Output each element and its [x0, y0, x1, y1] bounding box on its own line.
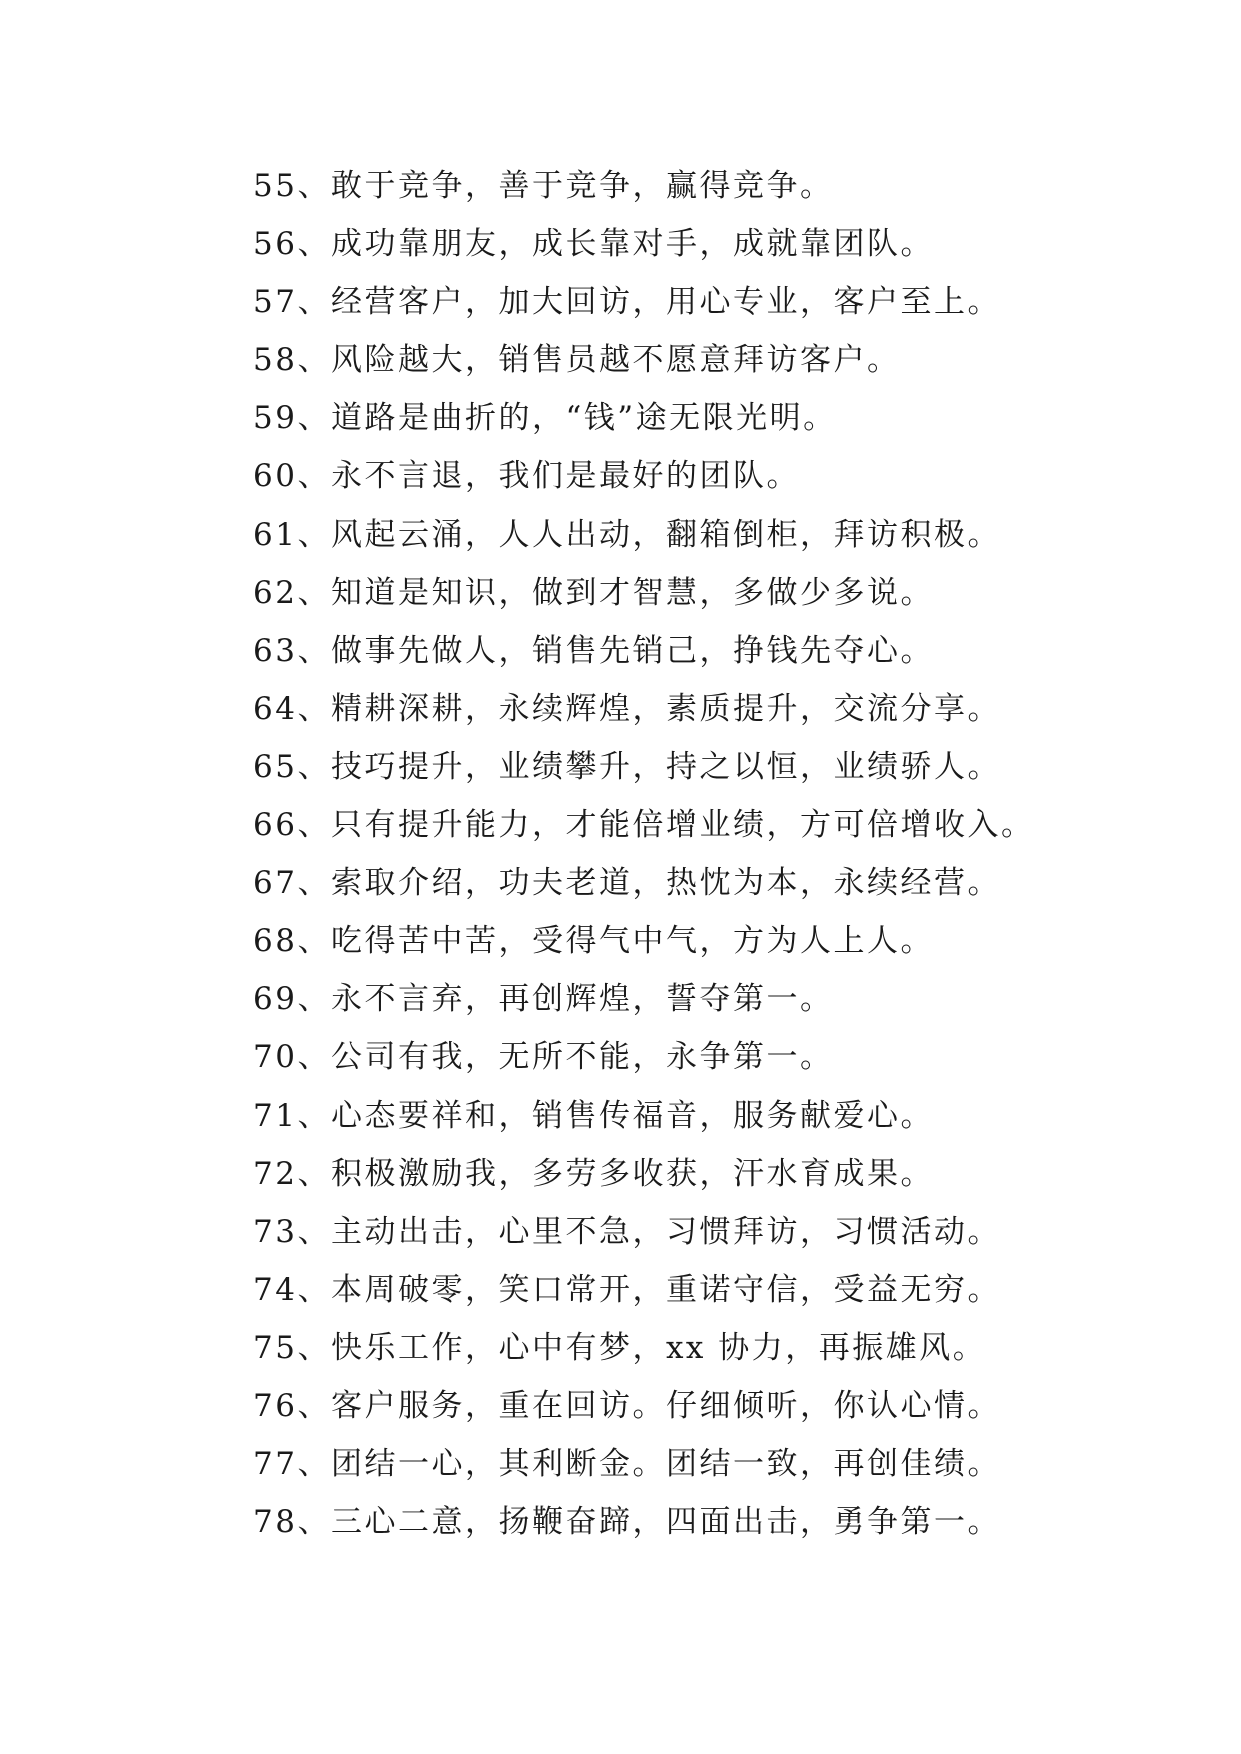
line-67: 67、索取介绍，功夫老道，热忱为本，永续经营。: [253, 865, 1001, 902]
line-76: 76、客户服务，重在回访。仔细倾听，你认心情。: [253, 1387, 1001, 1424]
line-61: 61、风起云涌，人人出动，翻箱倒柜，拜访积极。: [253, 516, 1001, 553]
slogan-list: [253, 157, 1213, 1551]
line-63: 63、做事先做人，销售先销己，挣钱先夺心。: [253, 632, 934, 669]
line-66: 66、只有提升能力，才能倍增业绩，方可倍增收入。: [253, 807, 1035, 844]
line-57: 57、经营客户，加大回访，用心专业，客户至上。: [253, 284, 1001, 321]
line-68: 68、吃得苦中苦，受得气中气，方为人上人。: [253, 923, 934, 960]
line-72: 72、积极激励我，多劳多收获，汗水育成果。: [253, 1155, 934, 1192]
line-75: 75、快乐工作，心中有梦，xx 协力，再振雄风。: [253, 1329, 987, 1366]
line-70: 70、公司有我，无所不能，永争第一。: [253, 1039, 834, 1076]
line-62: 62、知道是知识，做到才智慧，多做少多说。: [253, 574, 934, 611]
line-56: 56、成功靠朋友，成长靠对手，成就靠团队。: [253, 226, 934, 263]
line-65: 65、技巧提升，业绩攀升，持之以恒，业绩骄人。: [253, 748, 1001, 785]
line-58: 58、风险越大，销售员越不愿意拜访客户。: [253, 342, 901, 379]
line-74: 74、本周破零，笑口常开，重诺守信，受益无穷。: [253, 1271, 1001, 1308]
line-73: 73、主动出击，心里不急，习惯拜访，习惯活动。: [253, 1213, 1001, 1250]
line-78: 78、三心二意，扬鞭奋蹄，四面出击，勇争第一。: [253, 1504, 1001, 1541]
line-69: 69、永不言弃，再创辉煌，誓夺第一。: [253, 981, 834, 1018]
line-71: 71、心态要祥和，销售传福音，服务献爱心。: [253, 1097, 934, 1134]
line-59: 59、道路是曲折的，“钱”途无限光明。: [253, 400, 837, 437]
line-60: 60、永不言退，我们是最好的团队。: [253, 458, 800, 495]
line-77: 77、团结一心，其利断金。团结一致，再创佳绩。: [253, 1446, 1001, 1483]
line-64: 64、精耕深耕，永续辉煌，素质提升，交流分享。: [253, 690, 1001, 727]
line-55: 55、敢于竞争，善于竞争，赢得竞争。: [253, 168, 834, 204]
